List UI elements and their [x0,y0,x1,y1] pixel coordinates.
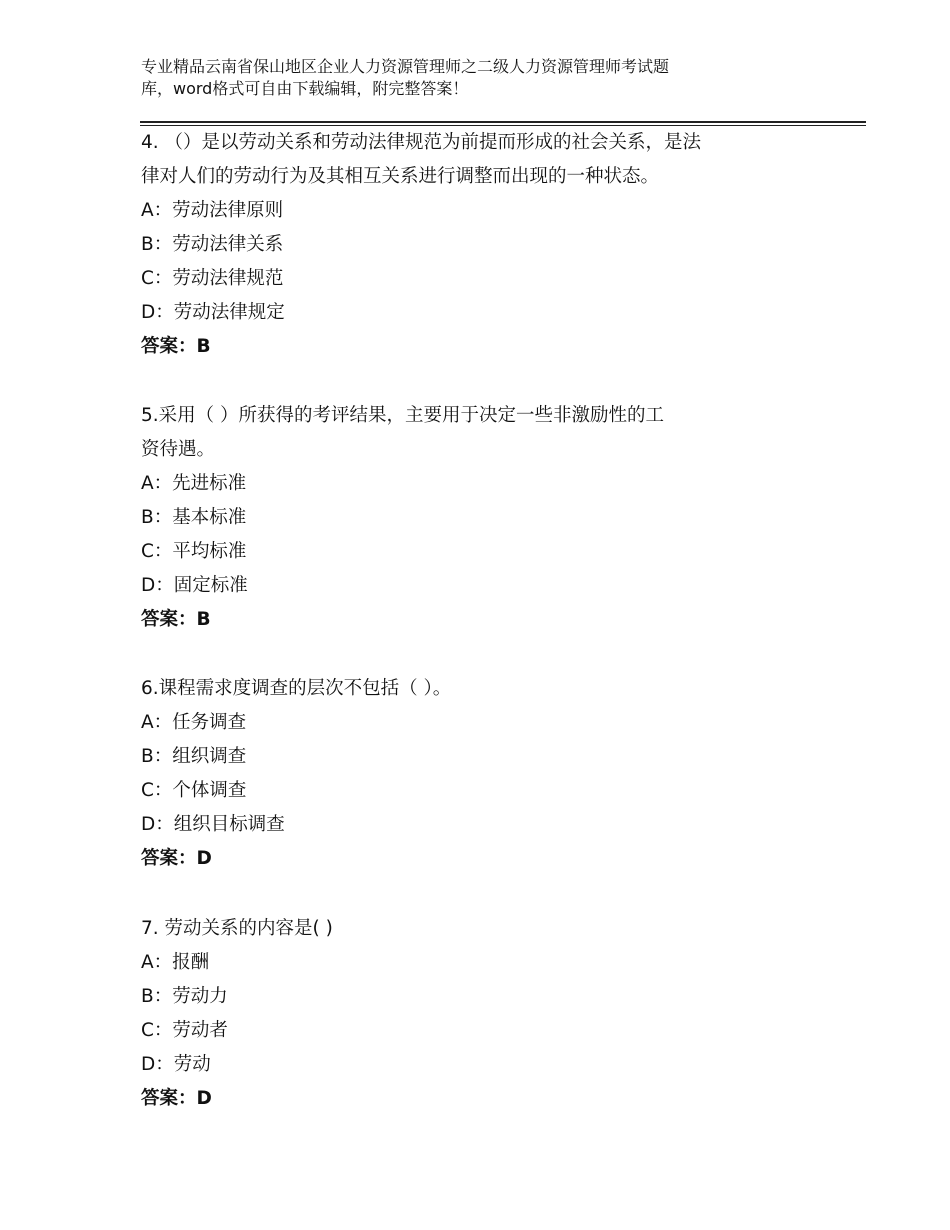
header-line-1: 专业精品云南省保山地区企业人力资源管理师之二级人力资源管理师考试题 [141,57,670,76]
option-b: B：组织调查 [141,746,247,767]
option-d: D：劳动法律规定 [141,302,285,323]
option-d: D：组织目标调查 [141,814,285,835]
question-stem-line: 7. 劳动关系的内容是( ) [141,918,333,939]
option-c: C：平均标准 [141,541,247,562]
option-b: B：基本标准 [141,507,247,528]
answer: 答案：D [141,848,212,869]
question-5 [141,399,821,637]
question-stem-line: 律对人们的劳动行为及其相互关系进行调整而出现的一种状态。 [141,166,660,187]
header-divider-thick [140,121,866,123]
option-d: D：固定标准 [141,575,248,596]
answer: 答案：B [141,609,211,630]
answer: 答案：D [141,1088,212,1109]
option-a: A：任务调查 [141,712,247,733]
option-c: C：劳动者 [141,1020,228,1041]
question-stem-line: 4. （）是以劳动关系和劳动法律规范为前提而形成的社会关系，是法 [141,132,702,153]
option-c: C：劳动法律规范 [141,268,284,289]
question-6 [141,672,821,876]
question-7 [141,912,821,1116]
question-stem-line: 资待遇。 [141,439,216,460]
option-a: A：劳动法律原则 [141,200,284,221]
option-a: A：先进标准 [141,473,247,494]
option-b: B：劳动法律关系 [141,234,284,255]
option-b: B：劳动力 [141,986,228,1007]
answer: 答案：B [141,336,211,357]
option-d: D：劳动 [141,1054,211,1075]
option-c: C：个体调查 [141,780,247,801]
question-stem-line: 5.采用（ ）所获得的考评结果，主要用于决定一些非激励性的工 [141,405,665,426]
question-4 [141,126,821,364]
question-stem-line: 6.课程需求度调查的层次不包括（ ）。 [141,678,452,699]
header-line-2: 库，word格式可自由下载编辑，附完整答案！ [141,79,469,98]
option-a: A：报酬 [141,952,210,973]
document-header [141,56,781,100]
